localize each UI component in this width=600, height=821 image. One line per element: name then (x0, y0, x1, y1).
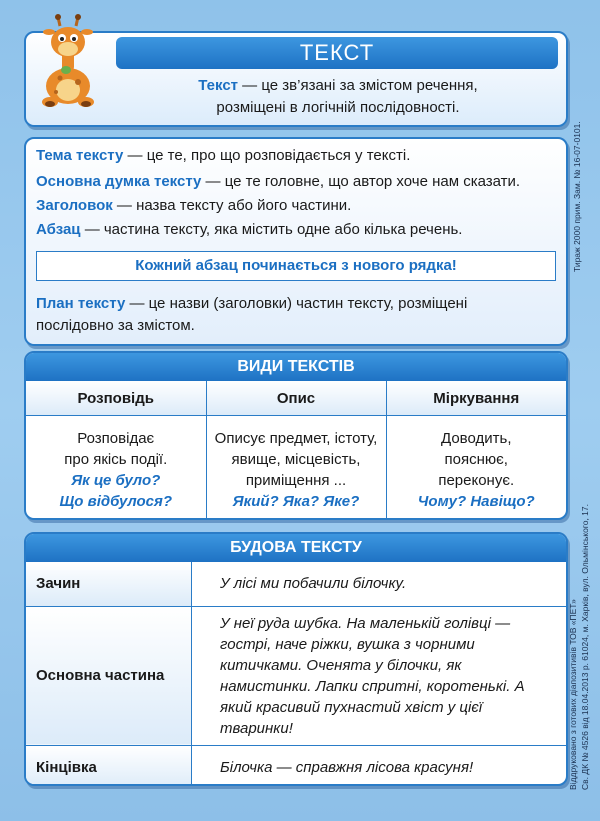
type-line: приміщення ... (245, 472, 347, 489)
type-line: явище, місцевість, (231, 451, 361, 468)
type-line: Доводить, (441, 430, 512, 447)
concept-text: — це те, про що розповідається у тексті. (123, 147, 411, 164)
concept-term: Основна думка тексту (36, 173, 202, 190)
type-cell-narration (26, 416, 206, 521)
type-line: Розповідає (77, 430, 155, 447)
structure-part-label: Кінцівка (26, 745, 192, 786)
type-header-description: Опис (206, 381, 386, 416)
structure-part-label: Зачин (26, 562, 192, 606)
paragraph-rule-box (36, 251, 556, 281)
concept-term: Заголовок (36, 197, 113, 214)
type-question: Який? Яка? Яке? (232, 493, 360, 510)
concept-text: — частина тексту, яка містить одне або кілька речень. (80, 221, 463, 238)
concept-text: — це те головне, що автор хоче нам сказати. (201, 173, 521, 190)
type-cell-description (206, 416, 386, 521)
type-question: Як це було? (71, 472, 161, 489)
type-line: про якісь події. (64, 451, 168, 468)
print-run-info: Тираж 2000 прим. Зам. № 16-07-0101. (572, 121, 582, 272)
plan-term: План тексту (36, 295, 126, 312)
structure-part-text: У лісі ми побачили білочку. (192, 562, 567, 606)
giraffe-mascot-icon (32, 12, 104, 108)
intro-definition-rest: — це зв’язані за змістом речення, (238, 77, 478, 94)
type-question: Чому? Навіщо? (417, 493, 535, 510)
structure-title: БУДОВА ТЕКСТУ (26, 534, 566, 562)
concept-topic (36, 145, 558, 167)
structure-table (26, 562, 566, 786)
plan-text-1: — це назви (заголовки) частин тексту, розміщені (125, 295, 468, 312)
type-header-narration: Розповідь (26, 381, 206, 416)
paragraph-rule: Кожний абзац починається з нового рядка! (135, 257, 457, 274)
type-header-reasoning: Міркування (386, 381, 566, 416)
structure-part-text: Білочка — справжня лісова красуня! (220, 758, 474, 776)
intro-definition-line2: розміщені в логічній послідовності. (216, 99, 460, 116)
concept-paragraph (36, 219, 558, 241)
concept-text: — назва тексту або його частини. (112, 197, 352, 214)
text-types-table (26, 381, 566, 520)
intro-definition (122, 75, 554, 119)
type-question: Що відбулося? (59, 493, 173, 510)
intro-term: Текст (198, 77, 239, 94)
type-line: Описує предмет, істоту, (214, 430, 378, 447)
intro-panel (24, 31, 568, 127)
plan-text-2: послідовно за змістом. (36, 317, 195, 334)
intro-title: ТЕКСТ (116, 37, 558, 69)
type-cell-reasoning (386, 416, 566, 521)
concept-main-idea (36, 171, 558, 193)
type-line: переконує. (438, 472, 515, 489)
publisher-info-1: Віддруковано з готових діапозитивів ТОВ «ПЕТ» (568, 599, 578, 790)
structure-part-label: Основна частина (26, 606, 192, 745)
structure-part-text: У неї руда шубка. На маленькій голівці — гострі, наче ріжки, вушка з чорними китичками. Оченята у білочки, як намистинки. Лапки спритні, коротенькі. А який красивий пухнастий хвіст у цієї тваринки! (192, 606, 567, 745)
concepts-panel (24, 137, 568, 346)
concept-heading (36, 195, 558, 217)
concept-term: Абзац (36, 221, 81, 238)
text-types-title: ВИДИ ТЕКСТІВ (26, 353, 566, 381)
publisher-info-2: Св. ДК № 4526 від 18.04.2013 р. 61024, м. Харків, вул. Ольмінського, 17. (580, 504, 590, 790)
concept-plan (36, 293, 558, 337)
concept-term: Тема тексту (36, 147, 124, 164)
type-line: пояснює, (444, 451, 508, 468)
structure-panel (24, 532, 568, 786)
text-types-panel (24, 351, 568, 520)
